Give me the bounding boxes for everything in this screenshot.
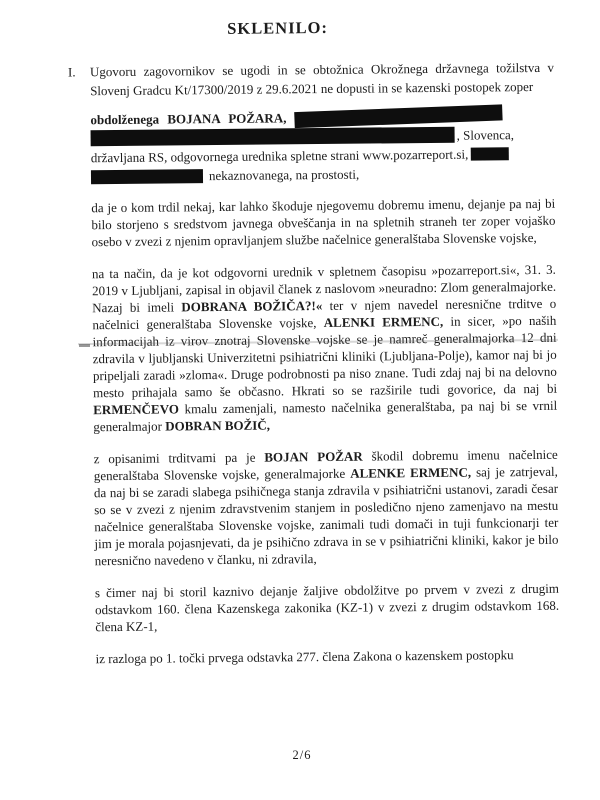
decision-item-1 [67,57,555,99]
harm-text: škodil dobremu imenu načelnice generalštaba Slovenske vojske, generalmajorke [93,446,558,483]
document-title: SKLENILO: [227,17,328,38]
scan-mark [79,344,90,347]
manner-text: kmalu zamenjali, namesto načelnika generalštaba, pa naj bi se vrnil generalmajor [93,397,558,434]
name-alenka-ermenc-2: ALENKE ERMENC, [350,464,472,481]
manner-text: na ta način, da je kot odgovorni urednik v spletnem časopisu »pozarreport.si«, 31. 3. 2019 v Ljubljani, zapisal in objavil članek z naslovom »neuradno: Zlom generalmajorke. Nazaj bi imeli [91,261,557,315]
manner-paragraph [92,260,558,434]
redaction-bar [91,169,203,184]
document-body [67,14,560,682]
name-bojan-pozar: BOJAN POŽAR [264,448,363,465]
manner-text: in sicer, »po naših informacijah iz virov znotraj Slovenske vojske se je namreč generalmajorka 12 dni zdravila v ljubljanski Univerzitetni psihiatrični kliniki (Ljubljana-Polje), kamor naj bi jo pripeljali zaradi »zloma«. Druge podrobnosti pa niso znane. Tudi zdaj naj bi na delovno mesto prihajala samo še občasno. Hkrati so se razširile tudi govorice, da naj bi [92,312,558,400]
name-dobran-bozic: DOBRAN BOŽIČ, [165,417,271,434]
redaction-bar [91,126,455,145]
accused-paragraph [90,105,555,185]
offense-paragraph: s čimer naj bi storil kaznivo dejanje žaljive obdolžitve po prvem v zvezi z drugim odstavkom 160. člena Kazenskega zakonika (KZ-1) v zvezi z drugim odstavkom 168. člena KZ-1, [94,580,560,634]
charge-paragraph: da je o kom trdil nekaj, kar lahko škoduje njegovemu dobremu imenu, dejanje pa naj bi bilo storjeno s sredstvom javnega obveščanja in na spletnih straneh ter zoper vojaško osebo v zvezi z njenim opravljanjem službe načelnice generalštaba Slovenske vojske, [91,195,556,249]
redaction-bar [294,104,502,128]
name-alenka-ermenc: ALENKI ERMENC, [323,313,444,330]
name-ermenc: ERMENČEVO [93,400,179,417]
accused-line-2-text: , Slovenca, [456,126,515,143]
page-number: 2/6 [292,748,312,762]
manner-text: ter v njem navedel neresnične trditve o načelnici generalštaba Slovenske vojske, [92,295,557,332]
accused-line-3-text: državljana RS, odgovornega urednika spletne strani www.pozarreport.si, [90,146,469,165]
accused-line-4 [91,162,555,185]
harm-paragraph [94,445,559,568]
harm-text: z opisanimi trditvami pa je [93,449,265,466]
accused-line-4-text: nekaznovanega, na prostosti, [208,166,360,183]
item-roman-numeral: I. [67,63,76,79]
redaction-bar [470,147,508,160]
item-text: Ugovoru zagovornikov se ugodi in se obtožnica Okrožnega državnega tožilstva v Slovenj Gradcu Kt/17300/2019 z 29.6.2021 ne dopusti in se kazenski postopek zoper [89,59,555,98]
harm-text: saj je zatrjeval, da naj bi se zaradi slabega psihičnega stanja zdravila v psihiatrični ustanovi, zaradi česar so se v zvezi z njenim zdravstvenim stanjem in posledično njeno zamenjavo na mestu načelnice generalštaba Slovenske vojske, zanimali tudi domači in tuji funkcionarji ter jim je morala pojasnjevati, da je psihično zdrava in se v psihiatrični kliniki, kakor je bilo neresnično navedeno v članku, ni zdravila, [93,463,559,568]
legal-basis-paragraph: iz razloga po 1. točki prvega odstavka 277. člena Zakona o kazenskem postopku [95,646,514,666]
name-dobran-bozic-headline: DOBRANA BOŽIČA?!« [181,297,323,314]
accused-name: obdolženega BOJANA POŽARA, [90,109,287,127]
